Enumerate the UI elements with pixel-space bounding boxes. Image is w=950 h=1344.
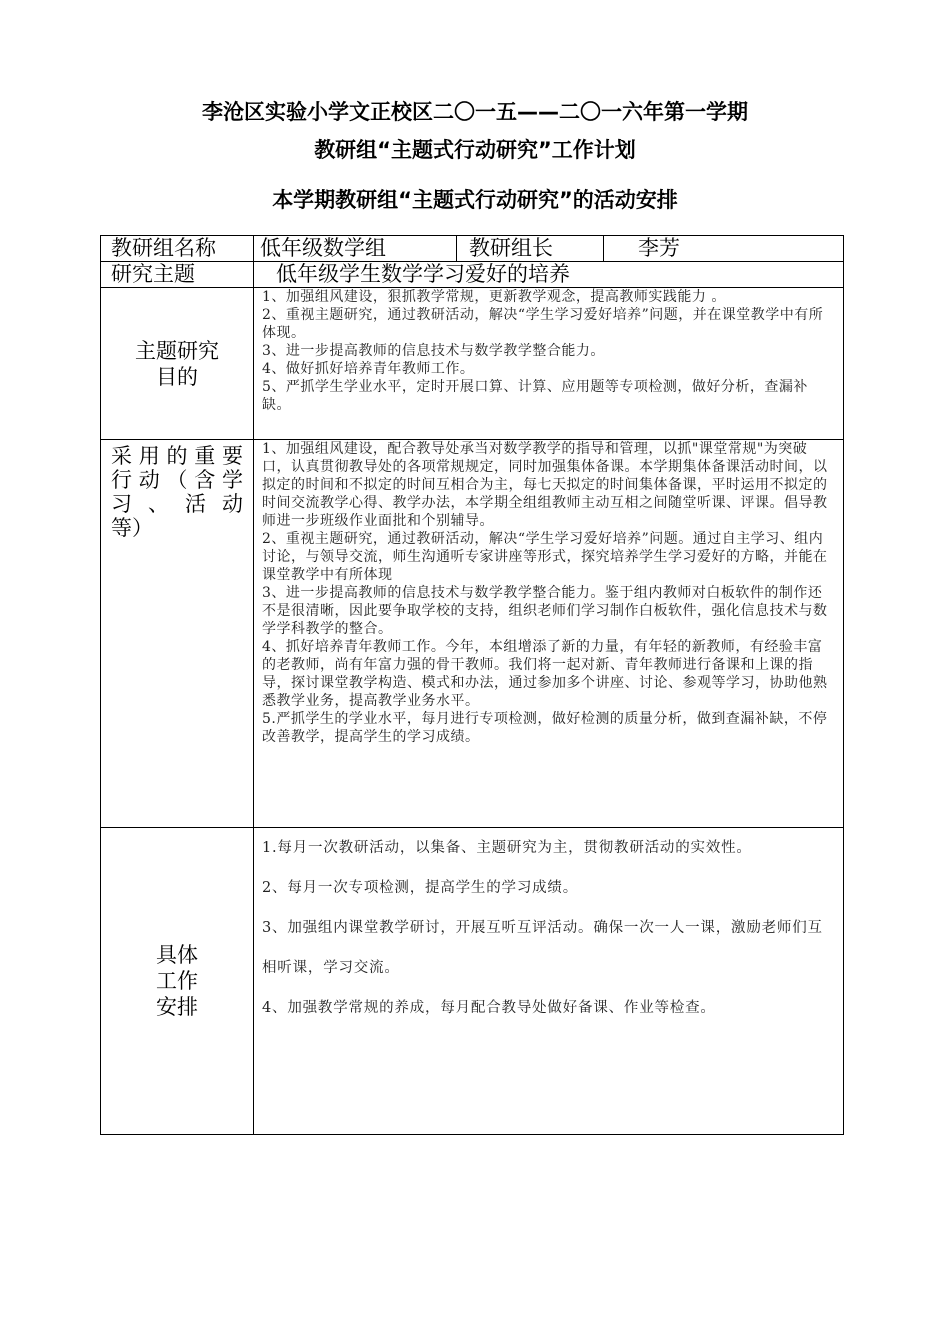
schedule-label-line2: 工作 [156, 969, 198, 993]
schedule-label [101, 828, 254, 1135]
group-name-value: 低年级数学组 [254, 236, 457, 262]
action-item: 3、进一步提高教师的信息技术与数学教学整合能力。鉴于组内教师对白板软件的制作还不是很清晰，因此要争取学校的支持，组织老师们学习制作白板软件，强化信息技术与数学学科教学的整合。 [262, 585, 828, 637]
actions-content [254, 440, 844, 828]
plan-table [100, 235, 844, 1135]
action-item: 1、加强组风建设，配合教导处承当对数学教学的指导和管理，以抓"课堂常规"为突破口，认真贯彻教导处的各项常规规定，同时加强集体备课。本学期集体备课活动时间，以拟定的时间和不拟定的时间互相合为主，每七天拟定的时间集体备课，平时运用不拟定的时间交流教学心得、教学办法，本学期全组组教师主动互相之间随堂听课、评课。倡导教师进一步班级作业面批和个别辅导。 [262, 441, 828, 529]
action-item: 5.严抓学生的学业水平，每月进行专项检测，做好检测的质量分析，做到查漏补缺，不停改善教学，提高学生的学习成绩。 [262, 711, 828, 745]
schedule-label-line1: 具体 [156, 943, 198, 967]
purpose-label [101, 288, 254, 440]
purpose-content [254, 288, 844, 440]
actions-label-line1: 采用的重要 [111, 444, 243, 468]
schedule-item: 1.每月一次教研活动，以集备、主题研究为主，贯彻教研活动的实效性。 [262, 840, 752, 856]
leader-value: 李芳 [604, 236, 844, 262]
document-title-line1: 李沧区实验小学文正校区二〇一五——二〇一六年第一学期 [202, 100, 748, 124]
purpose-item: 3、进一步提高教师的信息技术与数学教学整合能力。 [262, 343, 605, 359]
schedule-item: 4、加强教学常规的养成，每月配合教导处做好备课、作业等检查。 [262, 1000, 716, 1016]
document-title-line2: 教研组“主题式行动研究”工作计划 [314, 138, 636, 162]
topic-value: 低年级学生数学学习爱好的培养 [254, 262, 844, 288]
schedule-item: 2、每月一次专项检测，提高学生的学习成绩。 [262, 880, 579, 896]
purpose-item: 4、做好抓好培养青年教师工作。 [262, 361, 475, 377]
purpose-item: 5、严抓学生学业水平，定时开展口算、计算、应用题等专项检测，做好分析，查漏补缺。 [262, 379, 808, 413]
topic-label: 研究主题 [101, 262, 254, 288]
leader-label: 教研组长 [457, 236, 604, 262]
section-heading: 本学期教研组“主题式行动研究”的活动安排 [272, 188, 678, 212]
actions-label-line3: 习 、 活 动 [111, 492, 243, 516]
purpose-label-line2: 目的 [156, 364, 198, 389]
purpose-item: 1、加强组风建设，狠抓教学常规，更新教学观念，提高教师实践能力 。 [262, 289, 726, 305]
purpose-label-line1: 主题研究 [135, 338, 219, 363]
group-name-label: 教研组名称 [101, 236, 254, 262]
actions-label [101, 440, 254, 828]
actions-label-line2: 行动（含学 [111, 468, 243, 492]
schedule-label-line3: 安排 [156, 995, 198, 1019]
actions-label-line4: 等） [111, 516, 153, 540]
action-item: 2、重视主题研究，通过教研活动，解决“学生学习爱好培养”问题。通过自主学习、组内讨论，与领导交流，师生沟通听专家讲座等形式，探究培养学生学习爱好的方略，并能在课堂教学中有所体现 [262, 531, 828, 583]
action-item: 4、抓好培养青年教师工作。今年，本组增添了新的力量，有年轻的新教师，有经验丰富的老教师，尚有年富力强的骨干教师。我们将一起对新、青年教师进行备课和上课的指导，探讨课堂教学构造、模式和办法，通过参加多个讲座、讨论、参观等学习，协助他熟悉教学业务，提高教学业务水平。 [262, 639, 828, 709]
purpose-item: 2、重视主题研究，通过教研活动，解决“学生学习爱好培养”问题，并在课堂教学中有所体现。 [262, 307, 824, 341]
schedule-content [254, 828, 844, 1135]
schedule-item: 3、加强组内课堂教学研讨，开展互听互评活动。确保一次一人一课，激励老师们互相听课，学习交流。 [262, 920, 823, 976]
